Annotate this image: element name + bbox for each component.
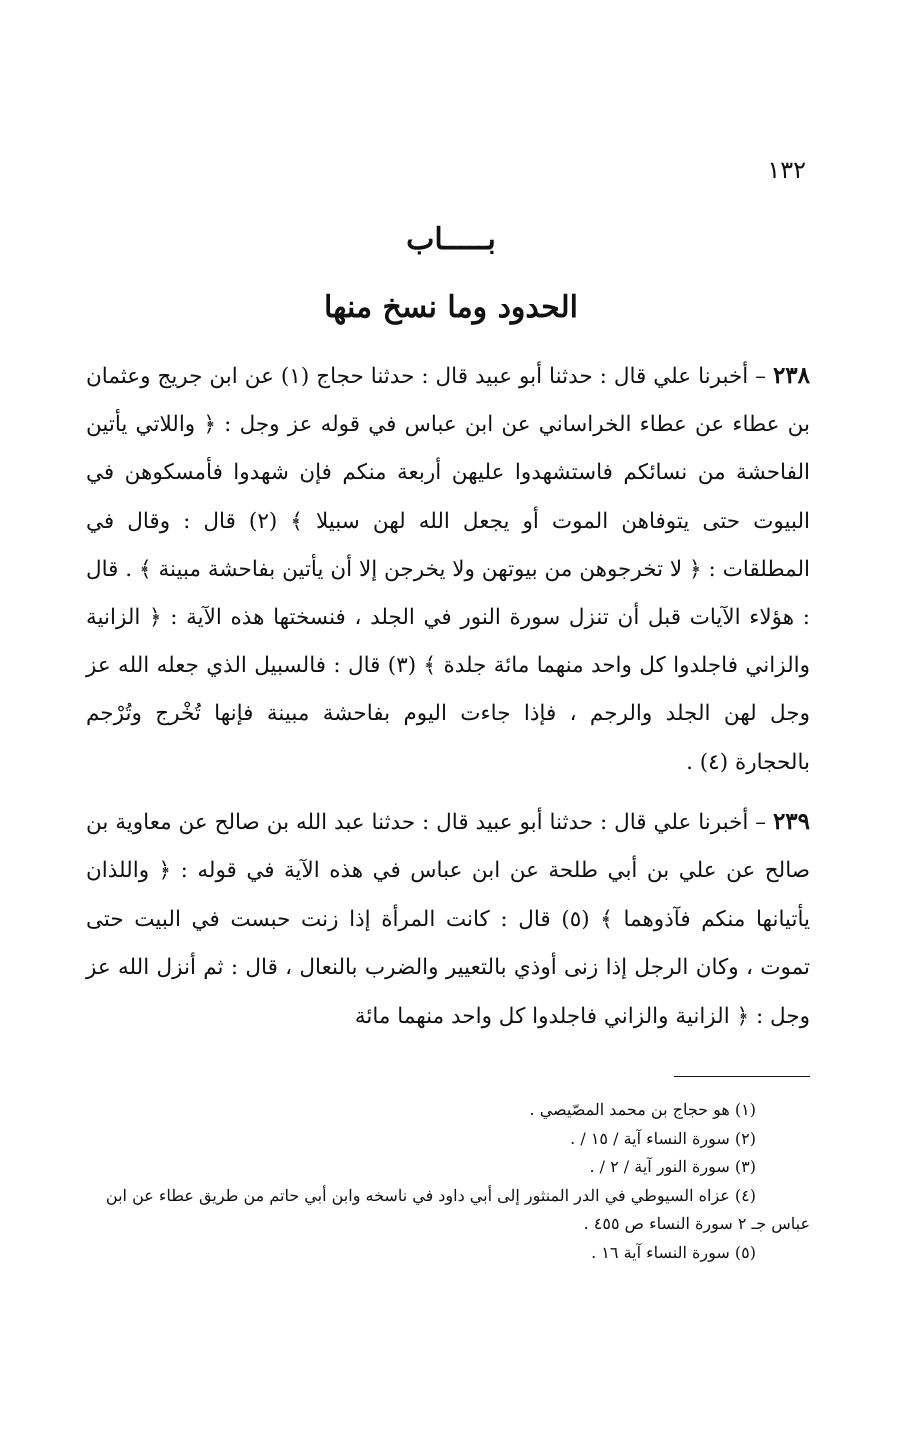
paragraph-239: [86, 798, 810, 1041]
paragraph-body: [86, 798, 810, 1041]
paragraph-text: – أخبرنا علي قال : حدثنا أبو عبيد قال : حدثنا عبد الله بن صالح عن معاوية بن صالح عن علي بن أبي طلحة عن ابن عباس في هذه الآية في قوله : ﴿ واللذان يأتيانها منكم فآذوهما ﴾ (٥) قال : كانت المرأة إذا زنت حبست في البيت حتى تموت ، وكان الرجل إذا زنى أوذي بالتعيير والضرب بالنعال ، قال : ثم أنزل الله عز وجل : ﴿ الزانية والزاني فاجلدوا كل واحد منهما مائة: [86, 810, 811, 1029]
chapter-label: بـــــاب: [406, 222, 496, 257]
footnote-divider: [674, 1076, 810, 1077]
footnote-1: (١) هو حجاج بن محمد المصّيصي .: [529, 1100, 756, 1119]
footnotes: [86, 1096, 810, 1267]
footnote-3: (٣) سورة النور آية / ٢ / .: [589, 1157, 756, 1176]
paragraph-text: – أخبرنا علي قال : حدثنا أبو عبيد قال : حدثنا حجاج (١) عن ابن جريج وعثمان بن عطاء عن عطاء الخراساني عن ابن عباس في قوله عز وجل : ﴿ واللاتي يأتين الفاحشة من نسائكم فاستشهدوا عليهن أربعة منكم فإن شهدوا فأمسكوهن في البيوت حتى يتوفاهن الموت أو يجعل الله لهن سبيلا ﴾ (٢) قال : وقال في المطلقات : ﴿ لا تخرجوهن من بيوتهن ولا يخرجن إلا أن يأتين بفاحشة مبينة ﴾ . قال : هؤلاء الآيات قبل أن تنزل سورة النور في الجلد ، فنسختها هذه الآية : ﴿ الزانية والزاني فاجلدوا كل واحد منهما مائة جلدة ﴾ (٣) قال : فالسبيل الذي جعله الله عز وجل لهن الجلد والرجم ، فإذا جاءت اليوم بفاحشة مبينة فإنها تُخْرج وتُرْجم بالحجارة (٤) .: [86, 364, 810, 775]
hadith-number: ٢٣٨: [772, 362, 810, 389]
paragraph-238: [86, 352, 810, 787]
footnote-2: (٢) سورة النساء آية / ١٥ / .: [570, 1128, 756, 1148]
hadith-number: ٢٣٩: [772, 808, 810, 835]
chapter-title: الحدود وما نسخ منها: [323, 290, 579, 325]
footnote-4-continued: عباس جـ ٢ سورة النساء ص ٤٥٥ .: [583, 1214, 810, 1233]
footnote-5: (٥) سورة النساء آية ١٦ .: [591, 1242, 756, 1262]
paragraph-body: [86, 352, 810, 787]
footnote-4: (٤) عزاه السيوطي في الدر المنثور إلى أبي داود في ناسخه وابن أبي حاتم من طريق عطاء عن ابن: [105, 1185, 756, 1205]
page-number: ١٣٢: [767, 156, 806, 184]
